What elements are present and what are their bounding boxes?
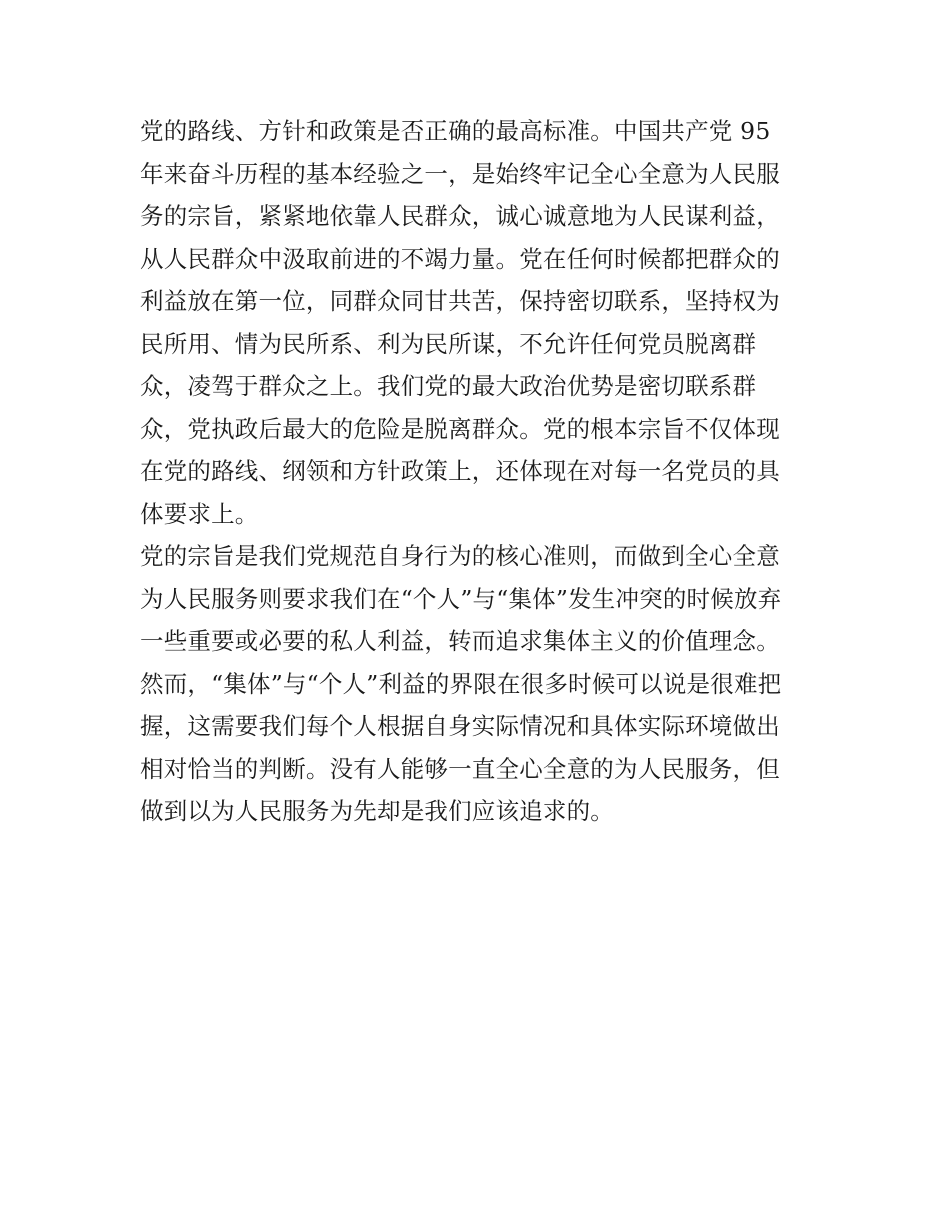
text-line: 党的路线、方针和政策是否正确的最高标准。中国共产党 95 xyxy=(140,117,771,145)
text-line: 体要求上。 xyxy=(140,499,259,528)
text-line: 握，这需要我们每个人根据自身实际情况和具体实际环境做出 xyxy=(140,712,780,740)
text-line: 然而，“集体”与“个人”利益的界限在很多时候可以说是很难把 xyxy=(140,669,782,698)
text-line: 众，党执政后最大的危险是脱离群众。党的根本宗旨不仅体现 xyxy=(140,414,780,443)
text-line: 年来奋斗历程的基本经验之一，是始终牢记全心全意为人民服 xyxy=(140,159,780,188)
paragraph-1 xyxy=(140,110,830,535)
text-line: 利益放在第一位，同群众同甘共苦，保持密切联系，坚持权为 xyxy=(140,287,780,315)
text-line: 务的宗旨，紧紧地依靠人民群众，诚心诚意地为人民谋利益， xyxy=(140,202,780,230)
text-line: 一些重要或必要的私人利益，转而追求集体主义的价值理念。 xyxy=(140,627,780,655)
text-line: 众，凌驾于群众之上。我们党的最大政治优势是密切联系群 xyxy=(140,372,757,400)
text-line: 民所用、情为民所系、利为民所谋，不允许任何党员脱离群 xyxy=(140,329,757,358)
text-line: 为人民服务则要求我们在“个人”与“集体”发生冲突的时候放弃 xyxy=(140,584,782,613)
paragraph-2 xyxy=(140,535,830,833)
text-line: 做到以为人民服务为先却是我们应该追求的。 xyxy=(140,797,614,825)
text-line: 相对恰当的判断。没有人能够一直全心全意的为人民服务，但 xyxy=(140,754,780,783)
text-line: 在党的路线、纲领和方针政策上，还体现在对每一名党员的具 xyxy=(140,457,780,485)
document-body xyxy=(140,110,830,833)
text-line: 从人民群众中汲取前进的不竭力量。党在任何时候都把群众的 xyxy=(140,244,780,273)
text-line: 党的宗旨是我们党规范自身行为的核心准则，而做到全心全意 xyxy=(140,542,780,570)
